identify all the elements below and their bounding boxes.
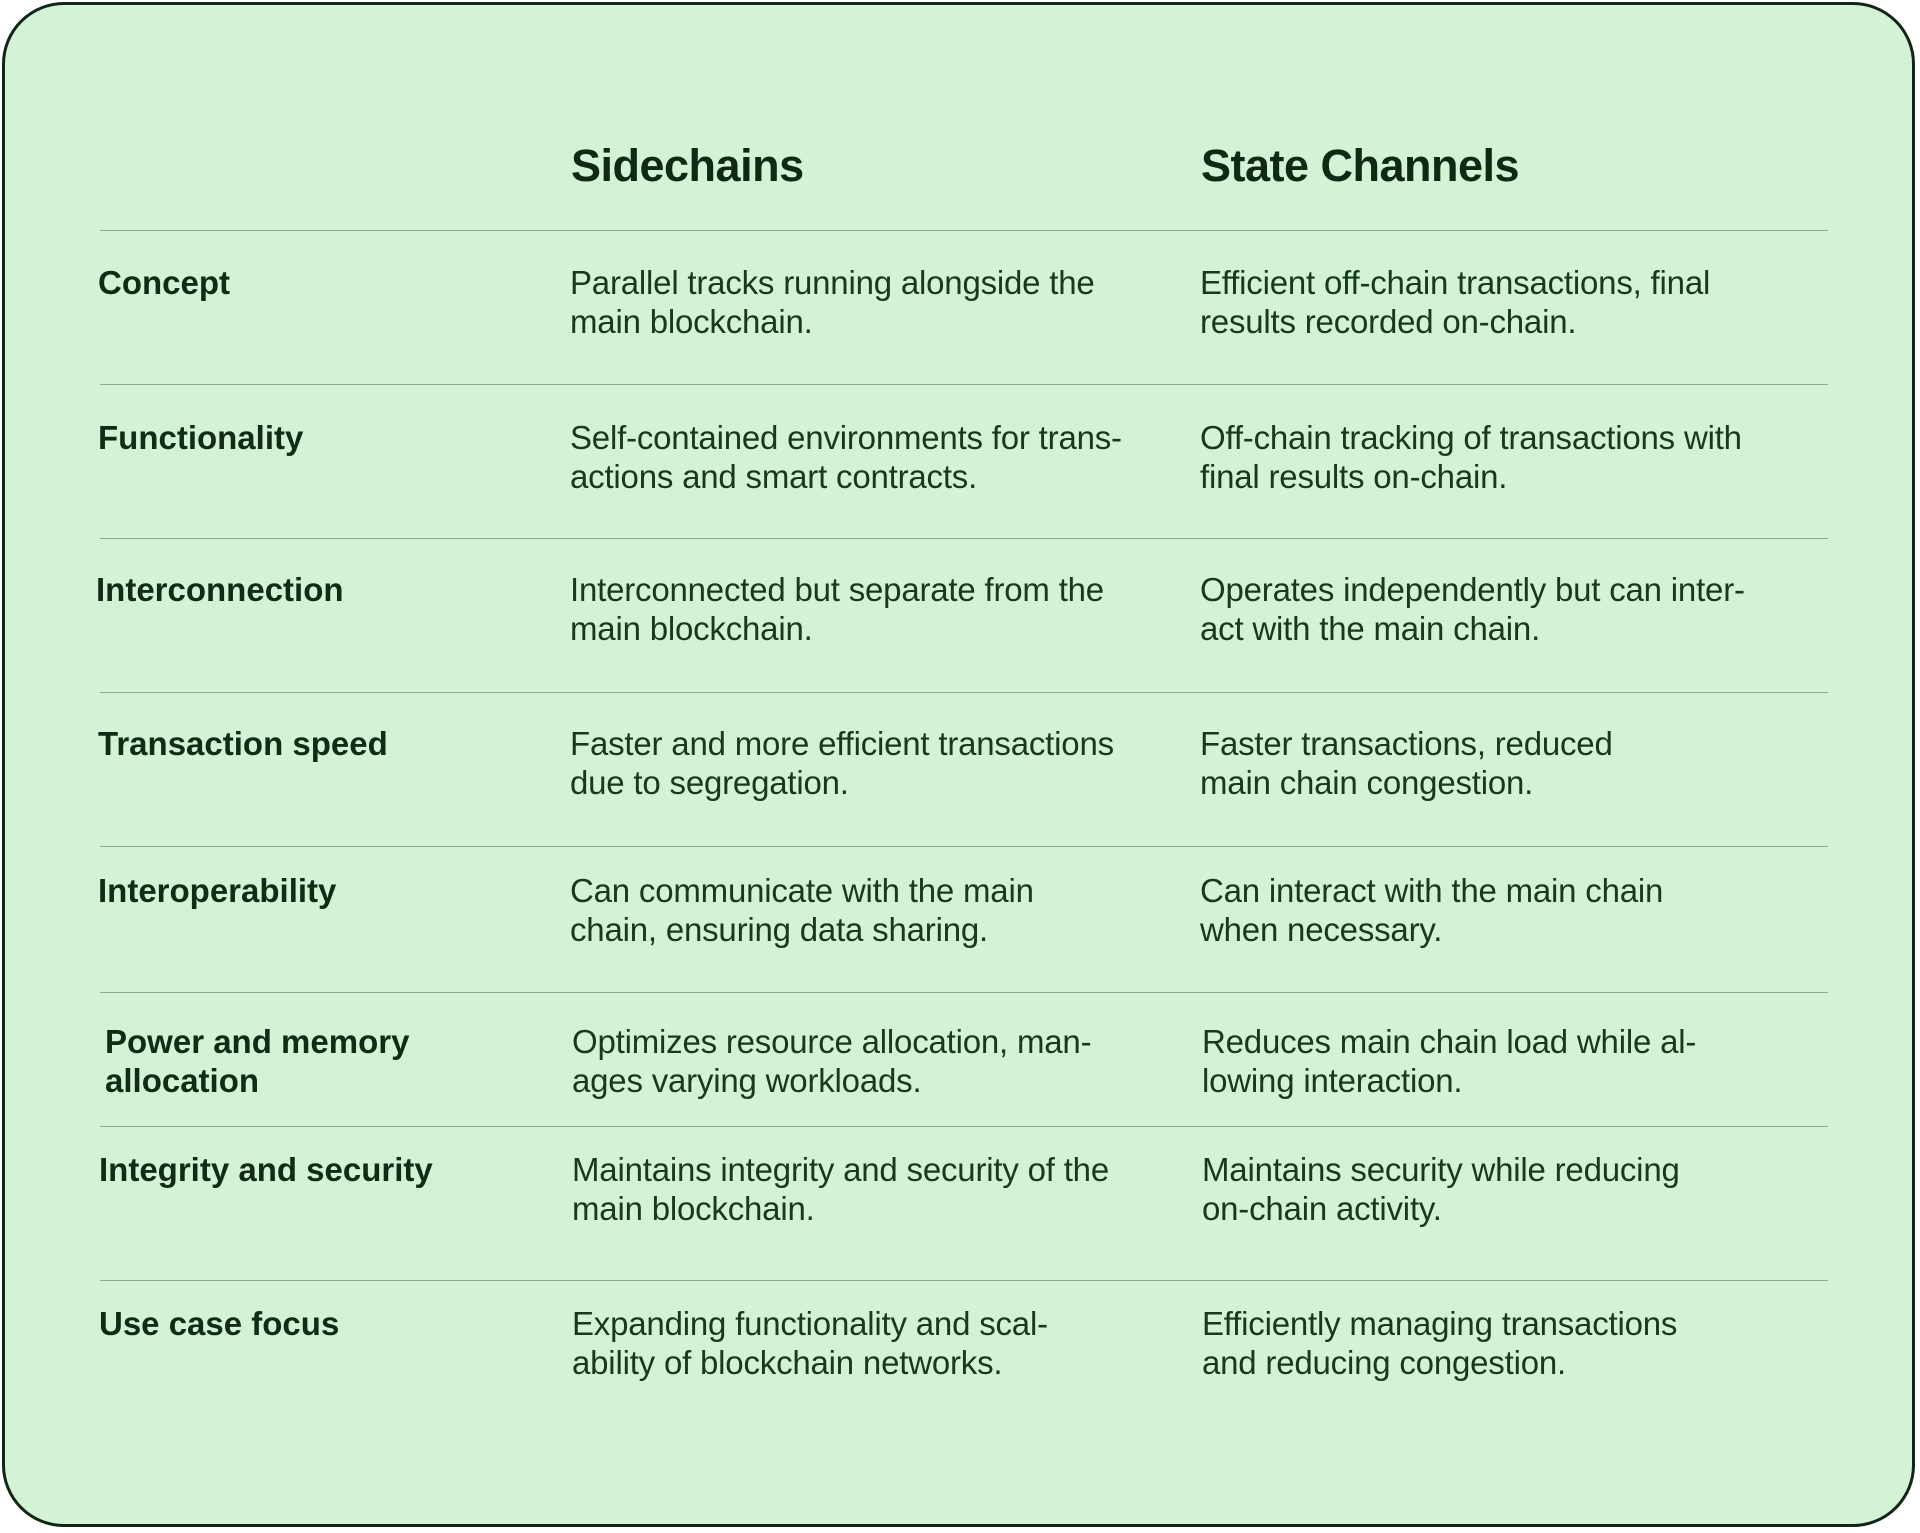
cell-line: ages varying workloads. bbox=[572, 1062, 922, 1099]
cell-line: final results on-chain. bbox=[1200, 458, 1508, 495]
cell-line: Expanding functionality and scal- bbox=[572, 1305, 1048, 1342]
cell-line: Self-contained environments for trans- bbox=[570, 419, 1122, 456]
header-divider bbox=[100, 230, 1828, 231]
column-header-sidechains: Sidechains bbox=[571, 140, 804, 191]
cell-line: Efficiently managing transactions bbox=[1202, 1305, 1678, 1342]
cell-line: ability of blockchain networks. bbox=[572, 1344, 1003, 1381]
cell-interoperability-state-channels bbox=[1200, 871, 1663, 949]
cell-concept-state-channels bbox=[1200, 263, 1710, 341]
cell-line: main chain congestion. bbox=[1200, 764, 1534, 801]
cell-line: Reduces main chain load while al- bbox=[1202, 1023, 1697, 1060]
cell-line: Faster and more efficient transactions bbox=[570, 725, 1114, 762]
cell-power-memory-state-channels bbox=[1202, 1022, 1696, 1100]
row-divider bbox=[100, 1280, 1828, 1281]
row-divider bbox=[100, 846, 1828, 847]
cell-line: main blockchain. bbox=[572, 1190, 815, 1227]
cell-use-case-focus-sidechains bbox=[572, 1304, 1048, 1382]
cell-line: due to segregation. bbox=[570, 764, 849, 801]
cell-line: Interconnected but separate from the bbox=[570, 571, 1104, 608]
row-divider bbox=[100, 1126, 1828, 1127]
cell-line: results recorded on-chain. bbox=[1200, 303, 1577, 340]
cell-use-case-focus-state-channels bbox=[1202, 1304, 1677, 1382]
row-label-power-memory bbox=[105, 1022, 409, 1100]
row-label-concept: Concept bbox=[98, 264, 230, 301]
cell-line: when necessary. bbox=[1200, 911, 1443, 948]
cell-integrity-security-state-channels bbox=[1202, 1150, 1680, 1228]
cell-line: Faster transactions, reduced bbox=[1200, 725, 1613, 762]
cell-line: Operates independently but can inter- bbox=[1200, 571, 1745, 608]
cell-concept-sidechains bbox=[570, 263, 1095, 341]
cell-power-memory-sidechains bbox=[572, 1022, 1091, 1100]
column-header-state-channels: State Channels bbox=[1201, 140, 1520, 191]
cell-transaction-speed-state-channels bbox=[1200, 724, 1613, 802]
cell-line: on-chain activity. bbox=[1202, 1190, 1442, 1227]
cell-line: and reducing congestion. bbox=[1202, 1344, 1566, 1381]
row-label-interoperability: Interoperability bbox=[98, 872, 337, 909]
row-label-integrity-security: Integrity and security bbox=[99, 1151, 433, 1188]
cell-line: main blockchain. bbox=[570, 610, 813, 647]
row-label-functionality: Functionality bbox=[98, 419, 304, 456]
cell-functionality-state-channels bbox=[1200, 418, 1742, 496]
row-divider bbox=[100, 692, 1828, 693]
cell-integrity-security-sidechains bbox=[572, 1150, 1109, 1228]
cell-interconnection-state-channels bbox=[1200, 570, 1745, 648]
cell-line: chain, ensuring data sharing. bbox=[570, 911, 988, 948]
row-label-line: Power and memory bbox=[105, 1023, 410, 1060]
cell-line: Maintains integrity and security of the bbox=[572, 1151, 1109, 1188]
cell-interconnection-sidechains bbox=[570, 570, 1104, 648]
row-divider bbox=[100, 992, 1828, 993]
cell-line: Parallel tracks running alongside the bbox=[570, 264, 1095, 301]
row-label-use-case-focus: Use case focus bbox=[99, 1305, 340, 1342]
cell-line: Optimizes resource allocation, man- bbox=[572, 1023, 1092, 1060]
row-label-line: allocation bbox=[105, 1062, 260, 1099]
cell-line: Can interact with the main chain bbox=[1200, 872, 1664, 909]
cell-line: Maintains security while reducing bbox=[1202, 1151, 1680, 1188]
cell-line: lowing interaction. bbox=[1202, 1062, 1463, 1099]
comparison-card bbox=[2, 2, 1915, 1527]
row-divider bbox=[100, 538, 1828, 539]
cell-functionality-sidechains bbox=[570, 418, 1122, 496]
cell-line: Efficient off-chain transactions, final bbox=[1200, 264, 1711, 301]
row-label-interconnection: Interconnection bbox=[96, 571, 344, 608]
cell-line: main blockchain. bbox=[570, 303, 813, 340]
cell-line: actions and smart contracts. bbox=[570, 458, 978, 495]
cell-line: Off-chain tracking of transactions with bbox=[1200, 419, 1742, 456]
cell-interoperability-sidechains bbox=[570, 871, 1034, 949]
row-label-transaction-speed: Transaction speed bbox=[98, 725, 388, 762]
cell-transaction-speed-sidechains bbox=[570, 724, 1114, 802]
cell-line: act with the main chain. bbox=[1200, 610, 1541, 647]
cell-line: Can communicate with the main bbox=[570, 872, 1034, 909]
row-divider bbox=[100, 384, 1828, 385]
